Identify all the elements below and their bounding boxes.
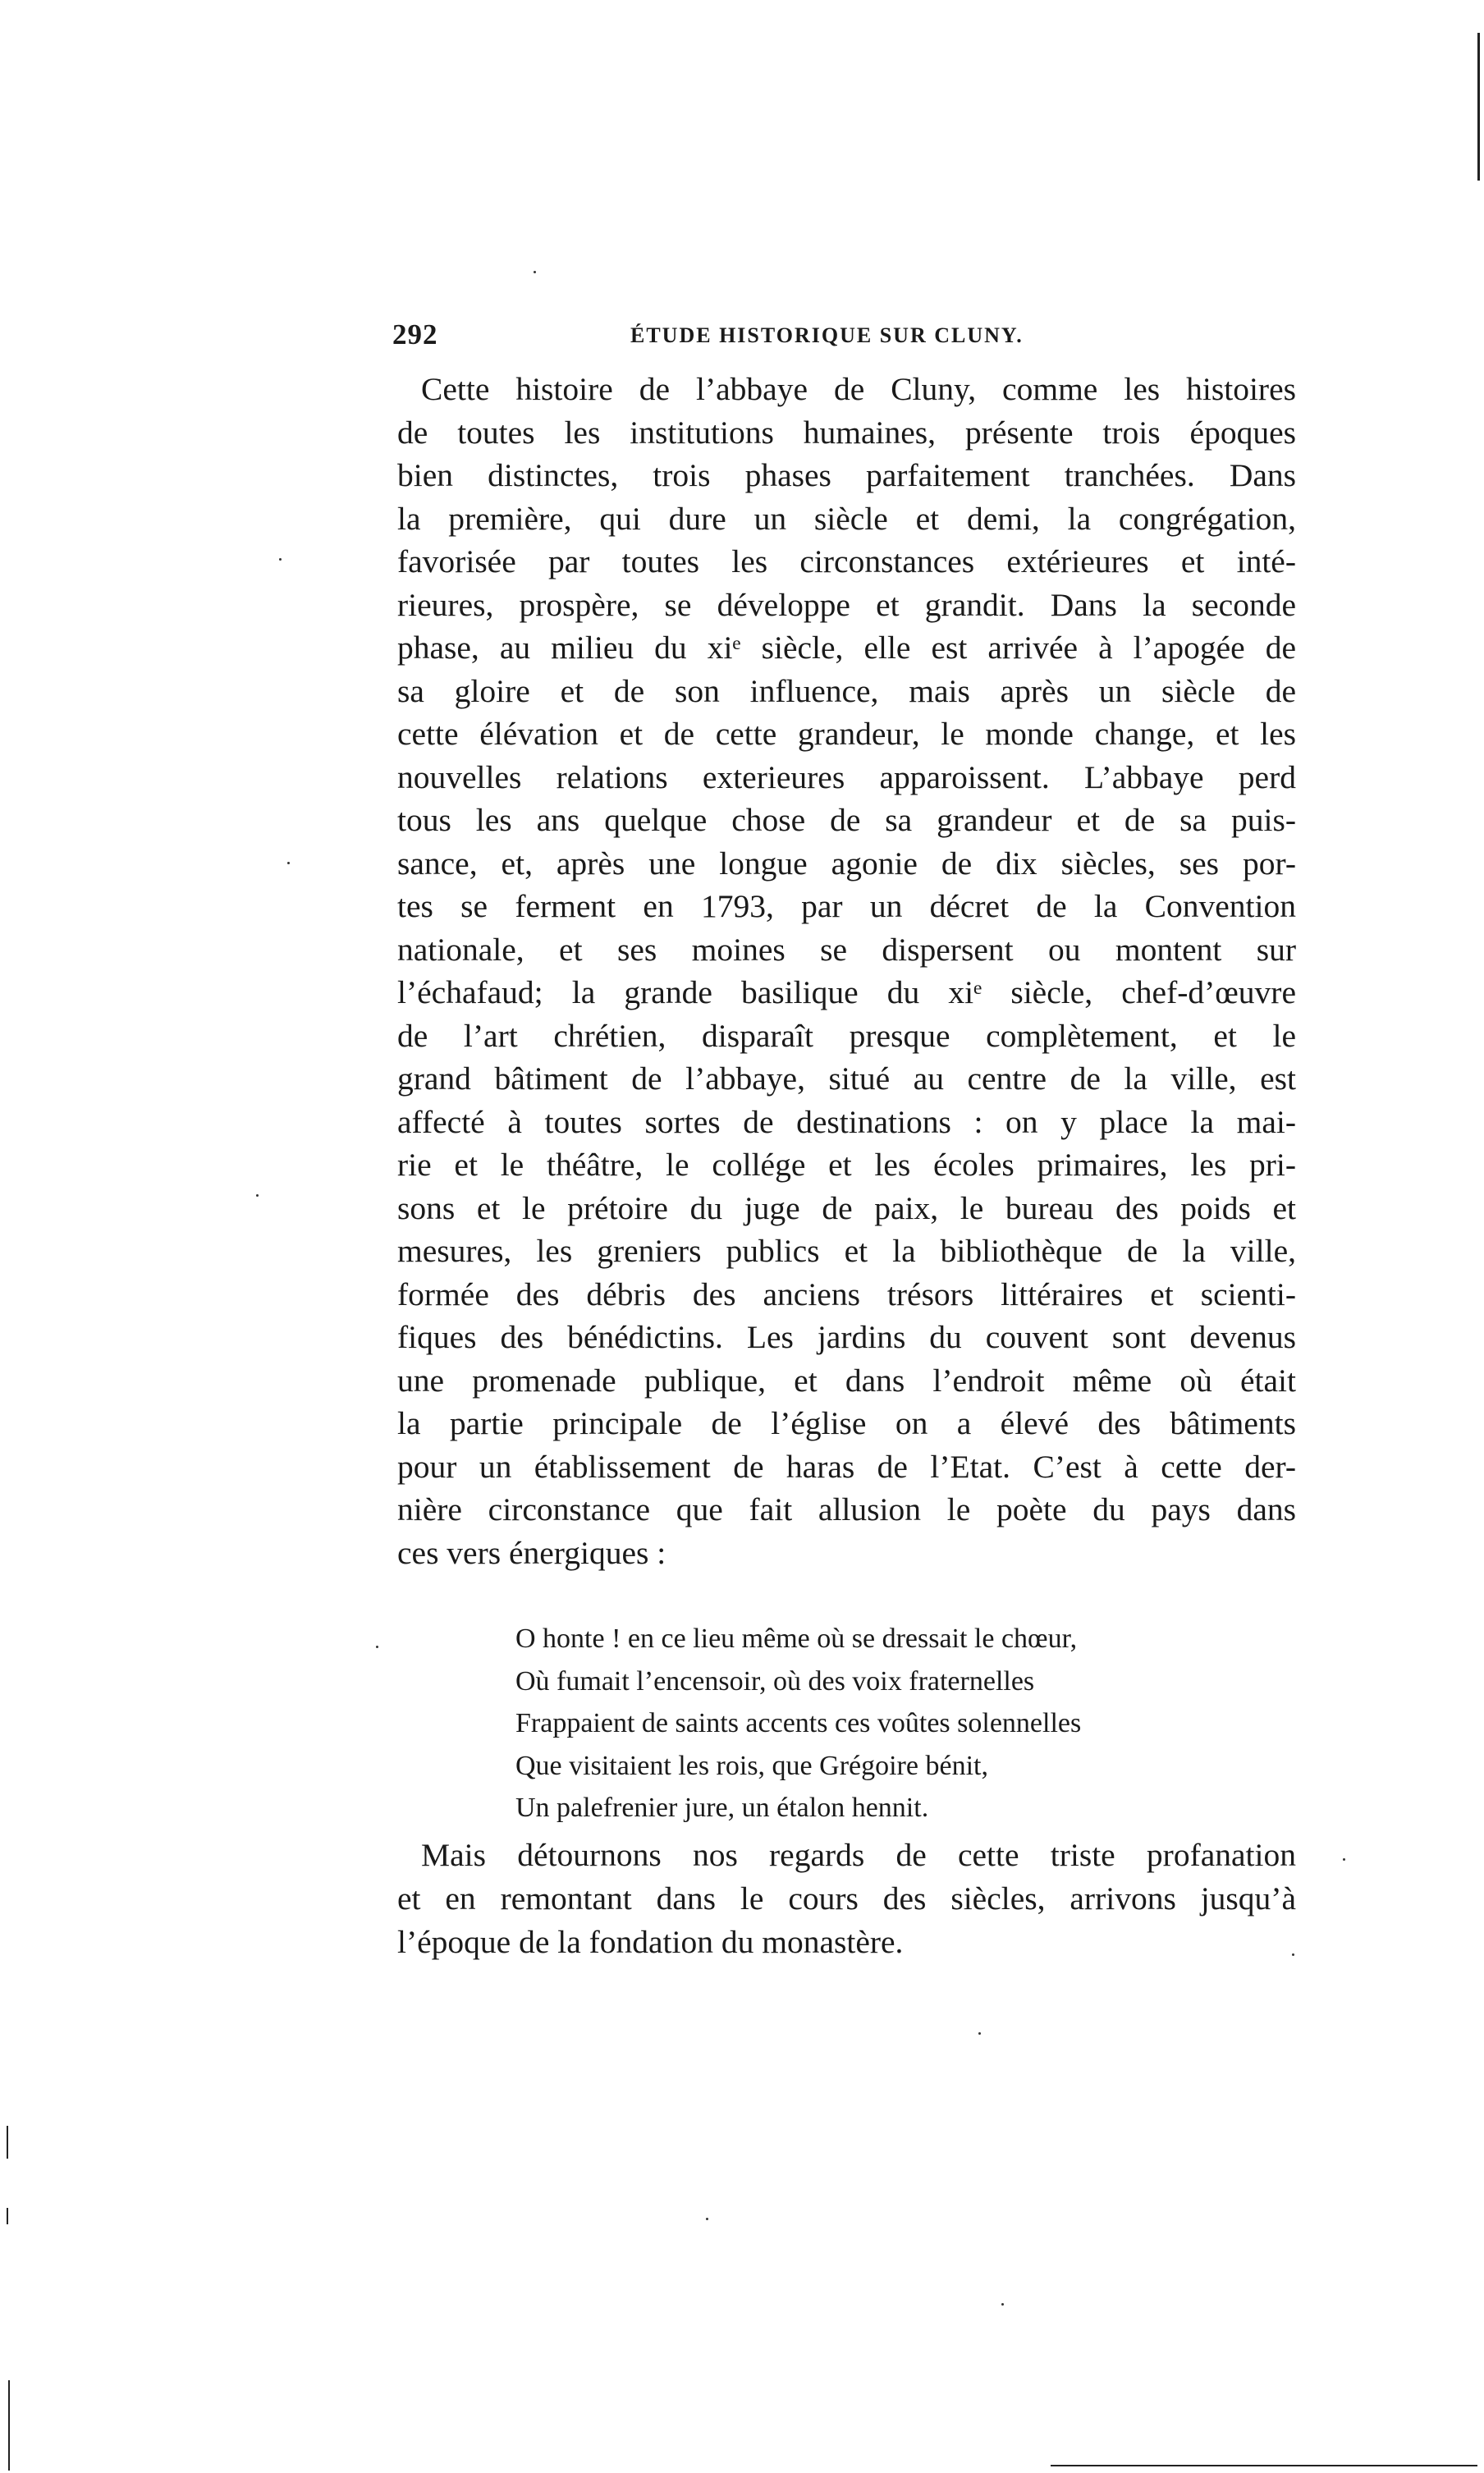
poem-line: Un palefrenier jure, un étalon hennit. [515, 1793, 929, 1823]
paragraph-2 [397, 1834, 1296, 1964]
left-edge-mark-1 [7, 2126, 8, 2159]
text-line: sance, et, après une longue agonie de dix siècles, ses por- [397, 845, 1296, 882]
poem-quotation [515, 1618, 1172, 1830]
text-line: formée des débris des anciens trésors littéraires et scienti- [397, 1275, 1296, 1312]
page-speck [1001, 2303, 1004, 2306]
text-line: grand bâtiment de l’abbaye, situé au centre de la ville, est [397, 1060, 1296, 1097]
running-title: ÉTUDE HISTORIQUE SUR CLUNY. [630, 323, 1024, 347]
page-speck [706, 2218, 708, 2220]
text-line: et en remontant dans le cours des siècles, arrivons jusqu’à [397, 1880, 1296, 1917]
text-line: nière circonstance que fait allusion le poète du pays dans [397, 1491, 1296, 1527]
text-line: affecté à toutes sortes de destinations : on y place la mai- [397, 1103, 1296, 1140]
poem-line: Que visitaient les rois, que Grégoire bénit, [515, 1750, 988, 1781]
page-speck [1343, 1858, 1345, 1861]
paragraph-1 [397, 368, 1296, 1574]
text-line: sons et le prétoire du juge de paix, le bureau des poids et [397, 1189, 1296, 1226]
text-line: ces vers énergiques : [397, 1534, 666, 1571]
text-line: favorisée par toutes les circonstances extérieures et inté- [397, 543, 1296, 579]
text-line: bien distinctes, trois phases parfaitement tranchées. Dans [397, 457, 1296, 493]
poem-line: O honte ! en ce lieu même où se dressait le chœur, [515, 1623, 1078, 1654]
left-edge-mark-2 [7, 2208, 8, 2224]
text-line: tes se ferment en 1793, par un décret de la Convention [397, 888, 1296, 924]
text-line: mesures, les greniers publics et la bibliothèque de la ville, [397, 1233, 1296, 1269]
text-line: Mais détournons nos regards de cette triste profanation [421, 1837, 1296, 1873]
page-number: 292 [392, 318, 438, 350]
page-header [392, 318, 1295, 360]
text-line: nouvelles relations exterieures apparoissent. L’abbaye perd [397, 758, 1296, 795]
page-speck [978, 2032, 981, 2035]
text-line: fiques des bénédictins. Les jardins du couvent sont devenus [397, 1319, 1296, 1355]
text-line: nationale, et ses moines se dispersent ou montent sur [397, 931, 1296, 968]
poem-line: Où fumait l’encensoir, où des voix fraternelles [515, 1665, 1035, 1697]
text-line: Cette histoire de l’abbaye de Cluny, comme les histoires [421, 371, 1296, 407]
text-line: de toutes les institutions humaines, présente trois époques [397, 414, 1296, 451]
text-line: une promenade publique, et dans l’endroit même où était [397, 1362, 1296, 1399]
page-speck [376, 1646, 378, 1648]
page-speck [287, 862, 290, 864]
page-speck [256, 1194, 259, 1197]
text-line: rieures, prospère, se développe et grandit. Dans la seconde [397, 586, 1296, 623]
text-line: phase, au milieu du xiᵉ siècle, elle est arrivée à l’apogée de [397, 630, 1296, 666]
text-line: sa gloire et de son influence, mais après un siècle de [397, 672, 1296, 709]
text-line: rie et le théâtre, le collége et les écoles primaires, les pri- [397, 1147, 1296, 1183]
text-line: l’échafaud; la grande basilique du xiᵉ siècle, chef-d’œuvre [397, 974, 1296, 1010]
right-edge-mark [1477, 33, 1480, 181]
text-line: la première, qui dure un siècle et demi, la congrégation, [397, 500, 1296, 537]
text-line: cette élévation et de cette grandeur, le monde change, et les [397, 716, 1296, 752]
text-line: pour un établissement de haras de l’Etat. C’est à cette der- [397, 1448, 1296, 1485]
text-line: la partie principale de l’église on a élevé des bâtiments [397, 1405, 1296, 1441]
page-speck [279, 558, 282, 561]
text-line: tous les ans quelque chose de sa grandeur et de sa puis- [397, 802, 1296, 838]
bottom-rule [1051, 2465, 1477, 2466]
text-line: l’époque de la fondation du monastère. [397, 1924, 904, 1960]
poem-line: Frappaient de saints accents ces voûtes solennelles [515, 1708, 1082, 1738]
page-speck [534, 271, 536, 273]
left-edge-mark-3 [8, 2380, 10, 2471]
text-line: de l’art chrétien, disparaît presque complètement, et le [397, 1017, 1296, 1054]
